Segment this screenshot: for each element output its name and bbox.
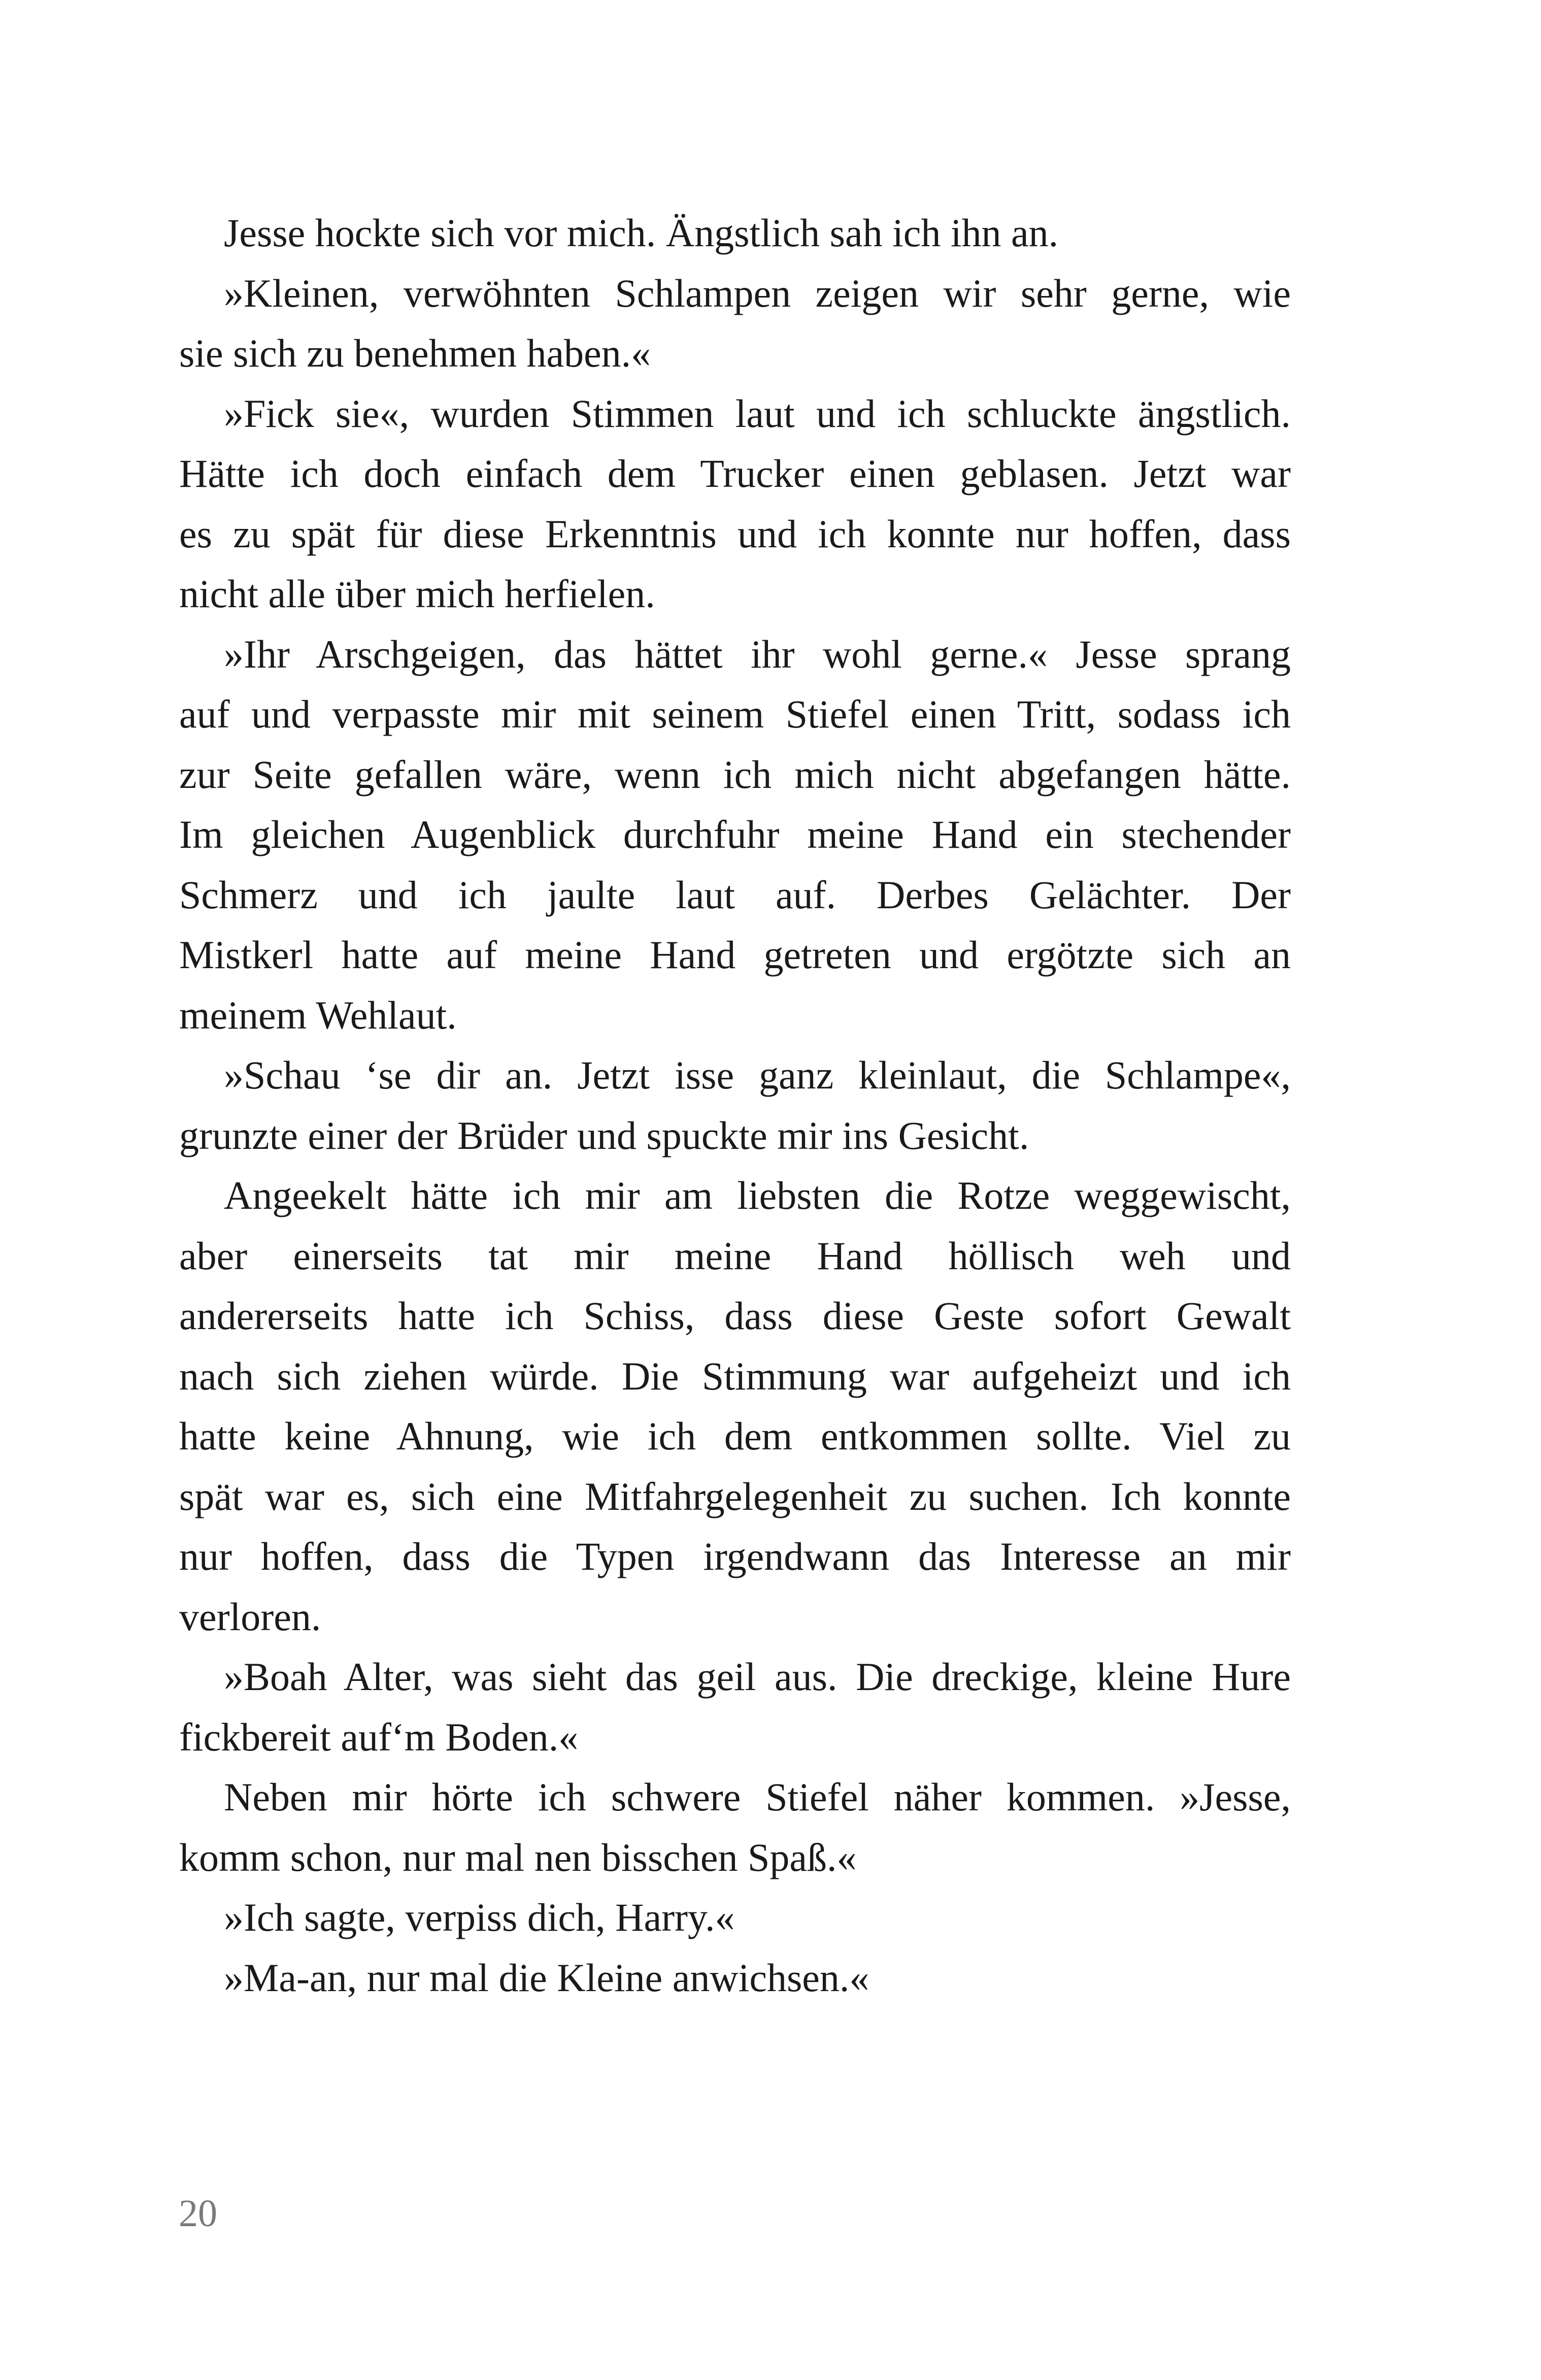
text-line: komm schon, nur mal nen bisschen Spaß.«	[179, 1835, 857, 1879]
text-line: Angeekelt hätte ich mir am liebsten die Rotze weggewischt,	[224, 1173, 1291, 1217]
text-line: »Boah Alter, was sieht das geil aus. Die dreckige, kleine Hure	[224, 1655, 1291, 1699]
text-line: spät war es, sich eine Mitfahrgelegenheit zu suchen. Ich konnte	[179, 1474, 1291, 1518]
text-line: auf und verpasste mir mit seinem Stiefel einen Tritt, sodass ich	[179, 692, 1291, 736]
paragraph	[179, 624, 1291, 1046]
paragraph	[179, 1045, 1291, 1166]
paragraph	[179, 1166, 1291, 1647]
text-line: grunzte einer der Brüder und spuckte mir ins Gesicht.	[179, 1113, 1029, 1158]
text-line: meinem Wehlaut.	[179, 993, 457, 1037]
text-line: »Ihr Arschgeigen, das hättet ihr wohl gerne.« Jesse sprang	[224, 632, 1291, 676]
text-line: Mistkerl hatte auf meine Hand getreten und ergötzte sich an	[179, 933, 1291, 977]
text-line: Schmerz und ich jaulte laut auf. Derbes Gelächter. Der	[179, 872, 1291, 917]
text-line: hatte keine Ahnung, wie ich dem entkommen sollte. Viel zu	[179, 1414, 1291, 1458]
paragraph	[179, 384, 1291, 624]
text-line: »Schau ‘se dir an. Jetzt isse ganz kleinlaut, die Schlampe«,	[224, 1053, 1291, 1097]
paragraph	[179, 1767, 1291, 1888]
text-line: Neben mir hörte ich schwere Stiefel näher kommen. »Jesse,	[224, 1775, 1291, 1819]
text-line: »Ich sagte, verpiss dich, Harry.«	[224, 1895, 735, 1939]
paragraph	[179, 1888, 1291, 1948]
text-line: andererseits hatte ich Schiss, dass diese Geste sofort Gewalt	[179, 1294, 1291, 1338]
paragraph	[179, 1948, 1291, 2008]
paragraph	[179, 1647, 1291, 1767]
text-line: nur hoffen, dass die Typen irgendwann das Interesse an mir	[179, 1534, 1291, 1578]
text-line: fickbereit auf‘m Boden.«	[179, 1714, 579, 1759]
text-line: verloren.	[179, 1594, 321, 1639]
page-number: 20	[179, 2192, 217, 2235]
text-line: »Fick sie«, wurden Stimmen laut und ich schluckte ängstlich.	[224, 391, 1291, 436]
text-line: »Kleinen, verwöhnten Schlampen zeigen wir sehr gerne, wie	[224, 271, 1291, 315]
text-line: Jesse hockte sich vor mich. Ängstlich sah ich ihn an.	[224, 211, 1059, 255]
text-line: nicht alle über mich herfielen.	[179, 572, 655, 616]
text-line: aber einerseits tat mir meine Hand höllisch weh und	[179, 1233, 1291, 1278]
text-line: Im gleichen Augenblick durchfuhr meine Hand ein stechender	[179, 812, 1291, 856]
text-line: sie sich zu benehmen haben.«	[179, 331, 651, 375]
paragraph	[179, 203, 1291, 263]
paragraph	[179, 263, 1291, 384]
text-line: »Ma-an, nur mal die Kleine anwichsen.«	[224, 1955, 869, 2000]
text-line: zur Seite gefallen wäre, wenn ich mich nicht abgefangen hätte.	[179, 752, 1291, 797]
text-line: Hätte ich doch einfach dem Trucker einen geblasen. Jetzt war	[179, 451, 1291, 495]
body-text	[179, 203, 1291, 2008]
text-line: es zu spät für diese Erkenntnis und ich konnte nur hoffen, dass	[179, 511, 1291, 556]
text-line: nach sich ziehen würde. Die Stimmung war aufgeheizt und ich	[179, 1353, 1291, 1398]
